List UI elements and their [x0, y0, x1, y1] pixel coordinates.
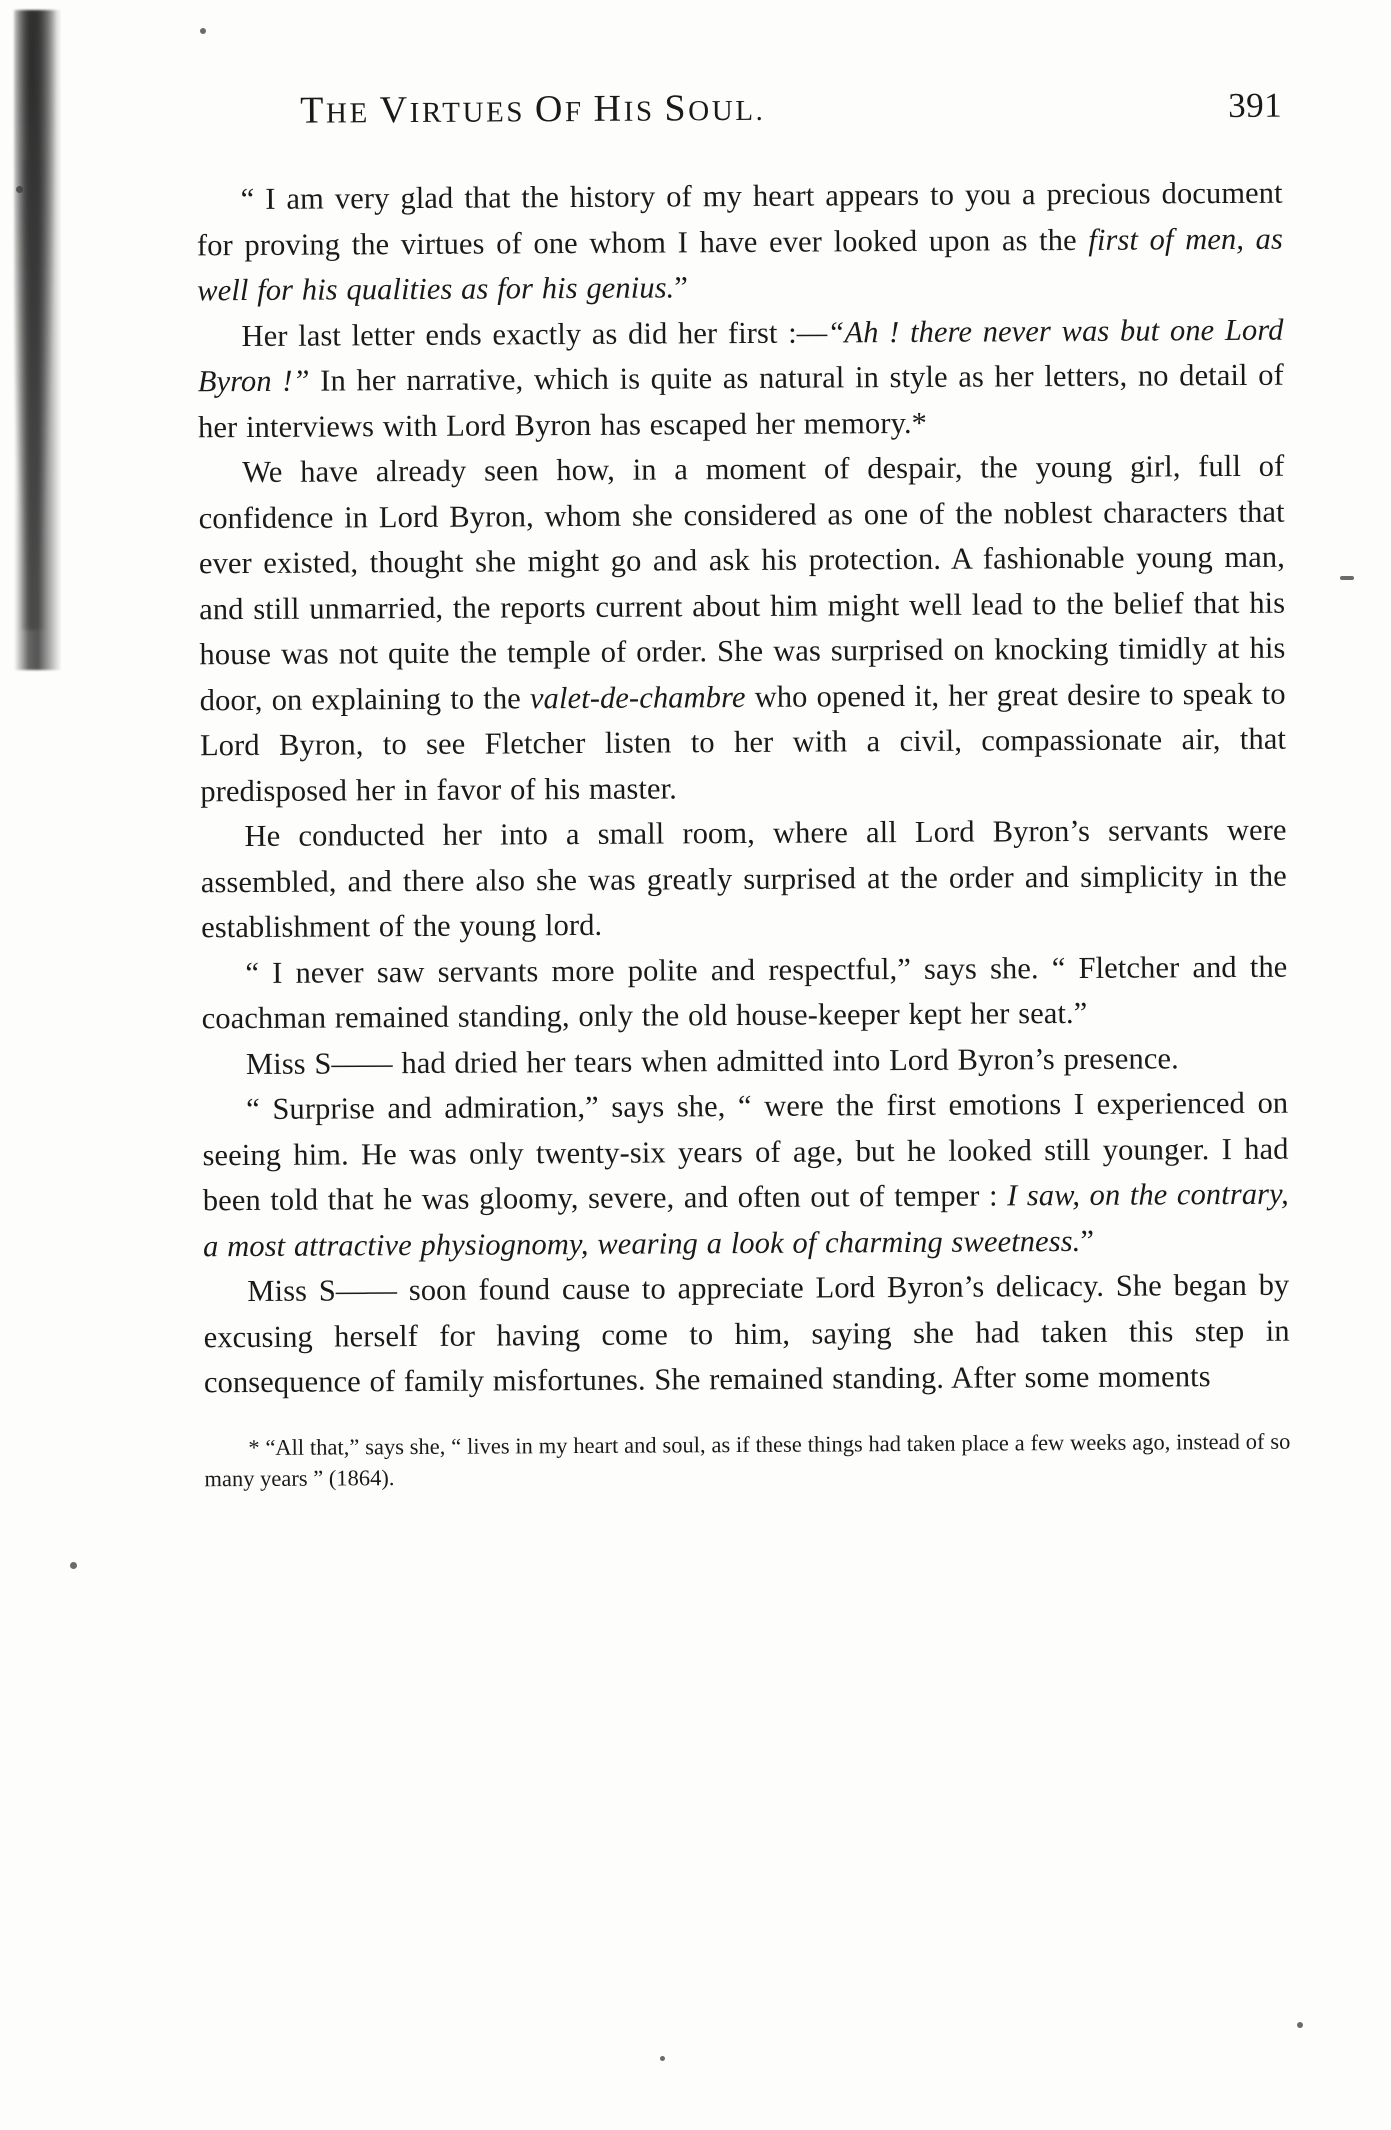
- scan-speck: [70, 1562, 77, 1569]
- footnote: * “All that,” says she, “ lives in my heart and soul, as if these things had taken place a few weeks ago, instead of so many years ” (1864).: [204, 1428, 1291, 1491]
- running-head-text: THE VIRTUES OF HIS SOUL.: [300, 87, 766, 132]
- running-head: [300, 86, 766, 133]
- paragraph: Miss S—— had dried her tears when admitted into Lord Byron’s presence.: [245, 1040, 1179, 1081]
- scan-speck: [660, 2056, 665, 2061]
- paragraph: “ I am very glad that the history of my heart appears to you a precious document for proving the virtues of one whom I have ever looked upon as the first of men, as well for his qualities as for his genius.”: [196, 175, 1284, 308]
- paragraph: We have already seen how, in a moment of despair, the young girl, full of confidence in Lord Byron, whom she considered as one of the noblest characters that ever existed, thought she might go and ask his protection. A fashionable young man, and still unmarried, the reports current about him might well lead to the belief that his house was not quite the temple of order. She was surprised on knocking timidly at his door, on explaining to the valet-de-chambre who opened it, her great desire to speak to Lord Byron, to see Fletcher listen to her with a civil, compassionate air, that predisposed her in favor of his master.: [198, 448, 1287, 808]
- body-text: [197, 171, 1290, 1406]
- paragraph: “ I never saw servants more polite and respectful,” says she. “ Fletcher and the coachman remained standing, only the old house-keeper kept her seat.”: [201, 949, 1288, 1036]
- scan-speck: [1340, 576, 1354, 580]
- paragraph: Her last letter ends exactly as did her first :—“Ah ! there never was but one Lord Byron !” In her narrative, which is quite as natural in style as her letters, no detail of her interviews with Lord Byron has escaped her memory.*: [197, 312, 1284, 444]
- paragraph: He conducted her into a small room, where all Lord Byron’s servants were assembled, and there also she was greatly surprised at the order and simplicity in the establishment of the young lord.: [200, 812, 1287, 945]
- page-content: [196, 83, 1291, 1494]
- paragraph: Miss S—— soon found cause to appreciate Lord Byron’s delicacy. She began by excusing herself for having come to him, saying she had taken this step in consequence of family misfortunes. She remained standing. After some moments: [203, 1267, 1290, 1400]
- page-number: 391: [1228, 85, 1283, 126]
- scan-speck: [16, 186, 23, 193]
- page-header: [196, 83, 1282, 134]
- scan-binding-shadow: [14, 10, 60, 670]
- scan-speck: [1297, 2022, 1303, 2028]
- scan-speck: [200, 28, 206, 34]
- paragraph: “ Surprise and admiration,” says she, “ were the first emotions I experienced on seeing him. He was only twenty-six years of age, but he looked still younger. I had been told that he was gloomy, severe, and often out of temper : I saw, on the contrary, a most attractive physiognomy, wearing a look of charming sweetness.”: [202, 1085, 1289, 1263]
